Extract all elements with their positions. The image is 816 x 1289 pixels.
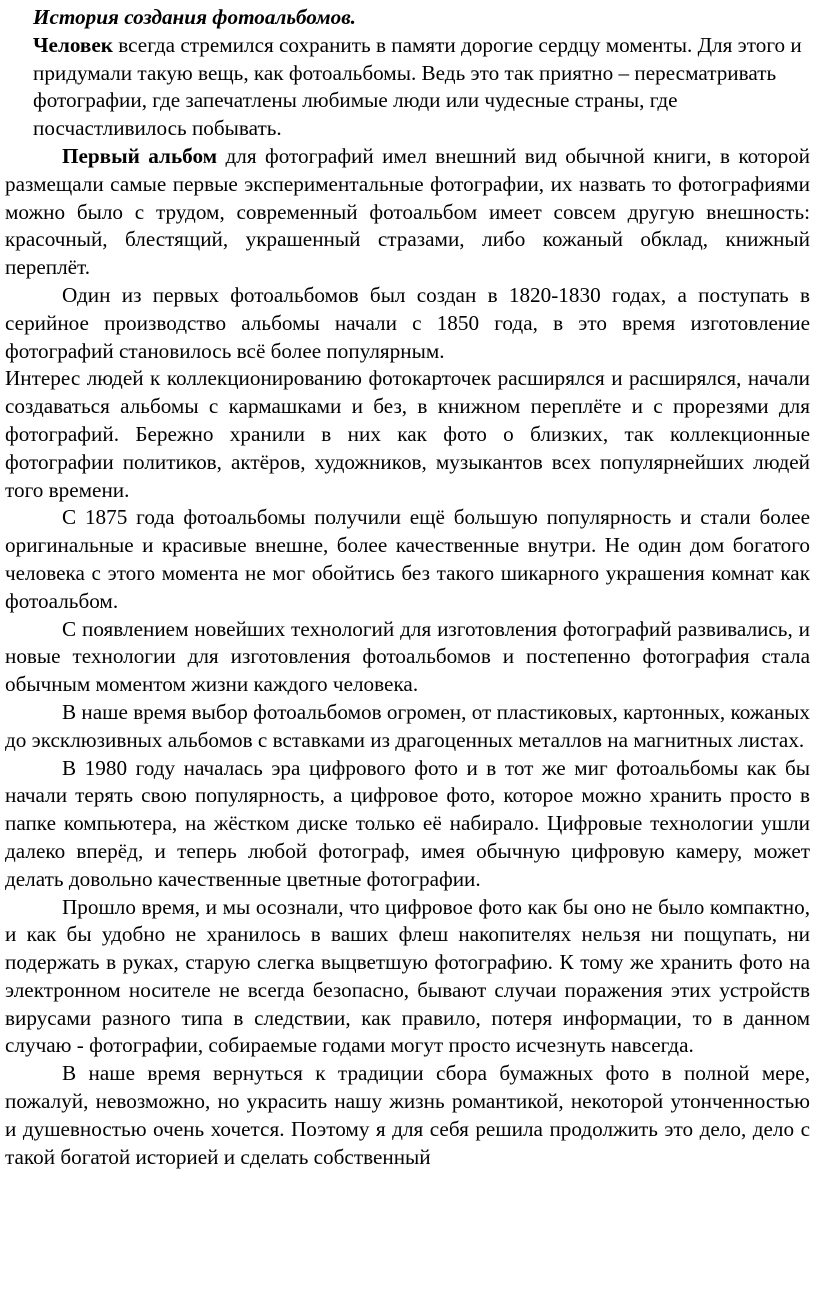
paragraph-modern-choice: В наше время выбор фотоальбомов огромен, от пластиковых, картонных, кожаных до эксклюзивных альбомов с вставками из драгоценных металлов на магнитных листах. (5, 699, 810, 752)
paragraph-1980-digital: В 1980 году началась эра цифрового фото и в тот же миг фотоальбомы как бы начали терять свою популярность, а цифровое фото, которое можно хранить просто в папке компьютера, на жёстком диске только её набирало. Цифровые технологии ушли далеко вперёд, и теперь любой фотограф, имея обычную цифровую камеру, может делать довольно качественные цветные фотографии. (5, 755, 810, 891)
paragraph-1820-1830: Один из первых фотоальбомов был создан в 1820-1830 годах, а поступать в серийное производство альбомы начали с 1850 года, в это время изготовление фотографий становилось всё более популярным. (5, 282, 810, 363)
paragraph-lead-phrase: Первый альбом (62, 143, 218, 168)
paragraph-first-album (5, 143, 810, 282)
intro-lead-word: Человек (33, 32, 113, 57)
paragraph-collecting-interest: Интерес людей к коллекционированию фотокарточек расширялся и расширялся, начали создаваться альбомы с кармашками и без, в книжном переплёте и с прорезями для фотографий. Бережно хранили в них как фото о близких, так коллекционные фотографии политиков, актёров, художников, музыкантов всех популярнейших людей того времени. (5, 366, 810, 502)
paragraph-tradition: В наше время вернуться к традиции сбора бумажных фото в полной мере, пожалуй, невозможно, но украсить нашу жизнь романтикой, некоторой утонченностью и душевностью очень хочется. Поэтому я для себя решила продолжить это дело, дело с такой богатой историей и сделать собственный (5, 1061, 810, 1169)
document-title: История создания фотоальбомов. (33, 5, 356, 29)
paragraph-digital-limits: Прошло время, и мы осознали, что цифровое фото как бы оно не было компактно, и как бы удобно не хранилось в ваших флеш накопителях нельзя ни пощупать, ни подержать в руках, старую слегка выцветшую фотографию. К тому же хранить фото на электронном носителе не всегда безопасно, бывают случаи поражения этих устройств вирусами разного типа в следствии, как правило, потеря информации, то в данном случаю - фотографии, собираемые годами могут просто исчезнуть навсегда. (5, 894, 810, 1058)
intro-text: всегда стремился сохранить в памяти дорогие сердцу моменты. Для этого и придумали такую вещь, как фотоальбомы. Ведь это так приятно – пересматривать фотографии, где запечатлены любимые люди или чудесные страны, где посчастливилось побывать. (33, 32, 802, 141)
paragraph-text: для фотографий имел внешний вид обычной книги, в которой размещали самые первые экспериментальные фотографии, их назвать то фотографиями можно было с трудом, современный фотоальбом имеет совсем другую внешность: красочный, блестящий, украшенный стразами, либо кожаный обклад, книжный переплёт. (5, 143, 811, 280)
title-block (5, 4, 810, 143)
intro-paragraph (33, 32, 810, 143)
paragraph-1875: С 1875 года фотоальбомы получили ещё большую популярность и стали более оригинальные и красивые внешне, более качественные внутри. Не один дом богатого человека с этого момента не мог обойтись без такого шикарного украшения комнат как фотоальбом. (5, 505, 810, 613)
paragraph-new-technologies: С появлением новейших технологий для изготовления фотографий развивались, и новые технологии для изготовления фотоальбомов и постепенно фотография стала обычным моментом жизни каждого человека. (5, 616, 810, 697)
